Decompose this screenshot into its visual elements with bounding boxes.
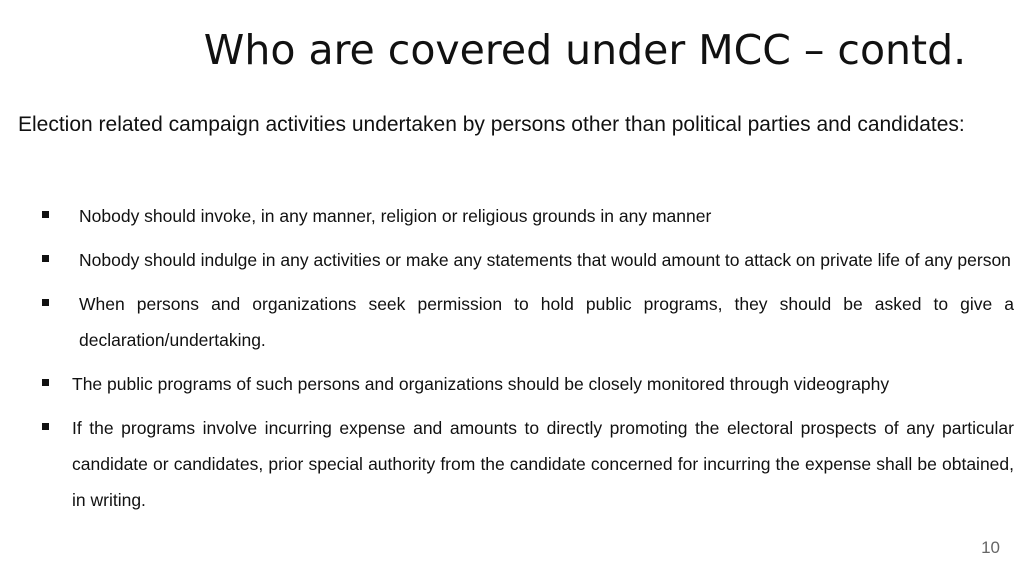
bullet-text: The public programs of such persons and organizations should be closely monitored through videography — [72, 374, 890, 394]
square-bullet-icon — [42, 423, 49, 430]
square-bullet-icon — [42, 211, 49, 218]
square-bullet-icon — [42, 379, 49, 386]
bullet-item — [0, 198, 1024, 234]
square-bullet-icon — [42, 255, 49, 262]
bullet-text: Nobody should invoke, in any manner, religion or religious grounds in any manner — [79, 206, 712, 226]
page-number: 10 — [981, 538, 1000, 557]
slide-title: Who are covered under MCC – contd. — [203, 26, 967, 74]
bullet-item — [0, 286, 1024, 358]
bullet-text: If the programs involve incurring expense and amounts to directly promoting the electoral prospects of any particular candidate or candidates, prior special authority from the candidate concerned for incurring the expense shall be obtained, in writing. — [72, 418, 1014, 510]
intro-paragraph: Election related campaign activities undertaken by persons other than political parties and candidates: — [18, 113, 965, 136]
bullet-list — [0, 198, 1024, 526]
bullet-item — [0, 366, 1024, 402]
bullet-item — [0, 410, 1024, 518]
bullet-text: Nobody should indulge in any activities or make any statements that would amount to attack on private life of any person — [79, 250, 1011, 270]
bullet-text: When persons and organizations seek permission to hold public programs, they should be asked to give a declaration/undertaking. — [79, 294, 1014, 350]
square-bullet-icon — [42, 299, 49, 306]
bullet-item — [0, 242, 1024, 278]
